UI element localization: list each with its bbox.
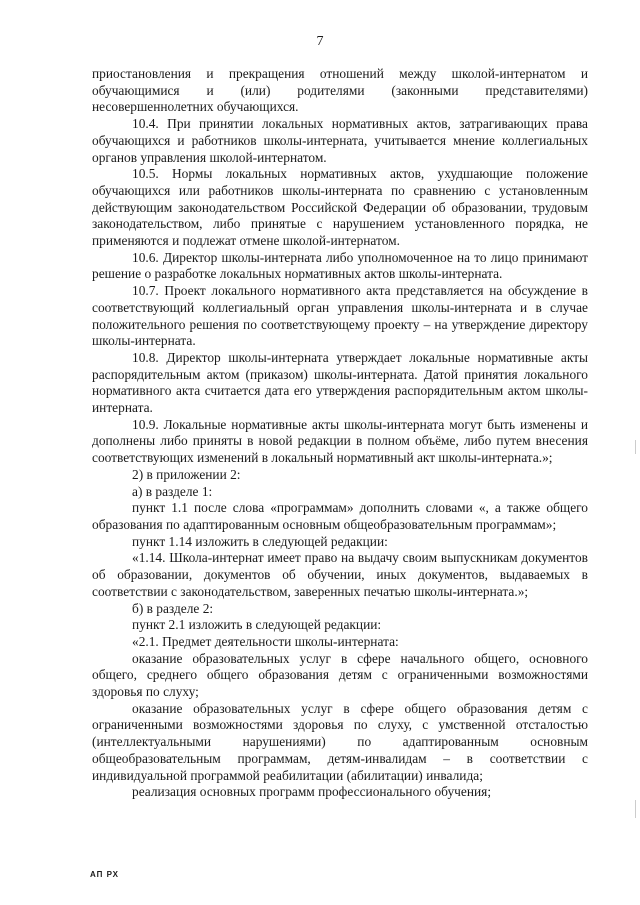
paragraph: приостановления и прекращения отношений между школой-интернатом и обучающимися и (или) родителями (законными представителями) несовершеннолетних обучающихся. xyxy=(92,66,588,115)
scan-speck xyxy=(635,440,636,454)
paragraph: пункт 2.1 изложить в следующей редакции: xyxy=(132,617,382,633)
paragraph: пункт 1.1 после слова «программам» дополнить словами «, а также общего образования по адаптированным основным общеобразовательным программам»; xyxy=(92,500,588,532)
paragraph: 10.9. Локальные нормативные акты школы-интерната могут быть изменены и дополнены либо приняты в новой редакции в полном объёме, либо путем внесения соответствующих изменений в локальный нормативный акт школы-интерната.»; xyxy=(92,416,588,466)
paragraph: б) в разделе 2: xyxy=(132,600,214,616)
paragraph: «1.14. Школа-интернат имеет право на выдачу своим выпускникам документов об образовании, документов об обучении, иных документов, выдаваемых в соответствии с законодательством, заверенных печатью школы-интерната.»; xyxy=(92,550,588,599)
paragraph: 10.4. При принятии локальных нормативных актов, затрагивающих права обучающихся и работников школы-интерната, учитывается мнение коллегиальных органов управления школой-интернатом. xyxy=(92,116,588,165)
document-body xyxy=(92,66,588,801)
paragraph: 10.6. Директор школы-интерната либо уполномоченное на то лицо принимают решение о разработке локальных нормативных актов школы-интерната. xyxy=(92,249,588,282)
paragraph: 10.5. Нормы локальных нормативных актов, ухудшающие положение обучающихся или работников школы-интерната по сравнению с установленным действующим законодательством Российской Федерации об образовании, трудовым законодательством, либо принятые с нарушением установленного порядка, не применяются и подлежат отмене школой-интернатом. xyxy=(92,166,588,249)
paragraph: реализация основных программ профессионального обучения; xyxy=(132,784,492,800)
footer-mark: АП РХ xyxy=(90,870,120,879)
paragraph: 10.8. Директор школы-интерната утверждает локальные нормативные акты распорядительным актом (приказом) школы-интерната. Датой принятия локального нормативного акта считается дата его утверждения распорядительным актом школы-интерната. xyxy=(92,349,588,416)
paragraph: пункт 1.14 изложить в следующей редакции: xyxy=(132,533,388,549)
scan-speck xyxy=(635,800,636,818)
page-number: 7 xyxy=(316,34,324,49)
paragraph: 2) в приложении 2: xyxy=(132,466,241,482)
paragraph: оказание образовательных услуг в сфере общего образования детям с ограниченными возможностями здоровья по слуху, с умственной отсталостью (интеллектуальными нарушениями) по адаптированным основным общеобразовательным программам, детям-инвалидам – в соответствии с индивидуальной программой реабилитации (абилитации) инвалида; xyxy=(92,700,588,783)
paragraph: «2.1. Предмет деятельности школы-интерната: xyxy=(132,633,399,649)
paragraph: оказание образовательных услуг в сфере начального общего, основного общего, среднего общего образования детям с ограниченными возможностями здоровья по слуху; xyxy=(92,650,588,700)
paragraph: 10.7. Проект локального нормативного акта представляется на обсуждение в соответствующий коллегиальный орган управления школы-интерната и в случае положительного решения по соответствующему проекту – на утверждение директору школы-интерната. xyxy=(92,283,588,349)
paragraph: а) в разделе 1: xyxy=(132,483,213,499)
